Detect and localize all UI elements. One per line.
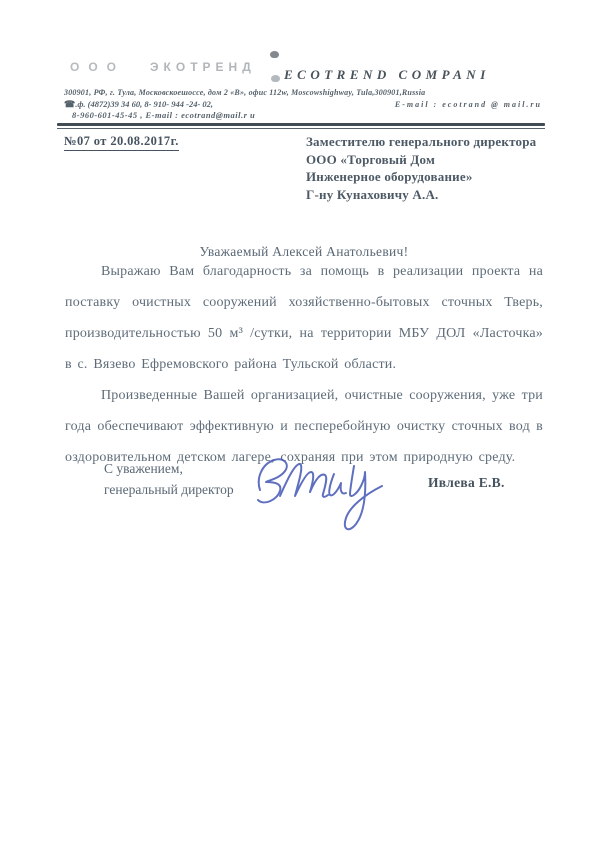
company-address: 300901, РФ, г. Тула, Московскоешоссе, дом 2 «В», офис 112w, Moscowshighway, Tula,300901,Russia (64, 88, 426, 97)
contact-row (64, 99, 544, 110)
recipient-block (306, 133, 566, 203)
signer-name: Ивлева Е.В. (428, 475, 505, 490)
email-address: E-mail : ecotrand @ mail.ru (394, 100, 542, 109)
closing-line: генеральный директор (104, 482, 234, 497)
company-logo (150, 60, 256, 74)
recipient-line: Заместителю генерального директора (306, 134, 537, 149)
recipient-line: ООО «Торговый Дом (306, 151, 436, 167)
handwritten-signature (246, 438, 406, 546)
logo-ooo-text: ООО (70, 60, 126, 74)
company-name-en: ECOTREND COMPANI (284, 67, 490, 82)
salutation: Уважаемый Алексей Анатольевич! (199, 244, 409, 259)
letterhead-divider (57, 123, 545, 130)
logo-diamond-top-icon (270, 51, 279, 58)
phone-email-line2: 8-960-601-45-45 , E-mail : ecotrand@mail.r u (72, 110, 256, 120)
phone-numbers: .ф. (4872)39 34 60, 8- 910- 944 -24- 02, (75, 99, 214, 109)
body-paragraph: Выражаю Вам благодарность за помощь в реализации проекта на поставку очистных сооружений хозяйственно-бытовых сточных Тверь, производительностью 50 м³ /сутки, на территории МБУ ДОЛ «Ласточка» в с. Вязево Ефремовского района Тульской области. (65, 264, 543, 372)
phone-icon: ☎ (64, 99, 76, 109)
reference-number: №07 от 20.08.2017г. (64, 134, 179, 151)
body-paragraph: Произведенные Вашей организацией, очистные сооружения, уже три года обеспечивают эффективную и песперебойную очистку сточных вод в оздоровительном детском лагере, сохраняя при этом природную среду. (65, 388, 543, 465)
recipient-line: Инженерное оборудование» (306, 169, 473, 184)
closing-block (104, 458, 234, 500)
closing-line: С уважением, (104, 461, 183, 476)
logo-diamond-bottom-icon (271, 75, 280, 82)
logo-brand-text: ЭКОТРЕНД (150, 60, 256, 74)
recipient-line: Г-ну Кунаховичу А.А. (306, 186, 439, 202)
